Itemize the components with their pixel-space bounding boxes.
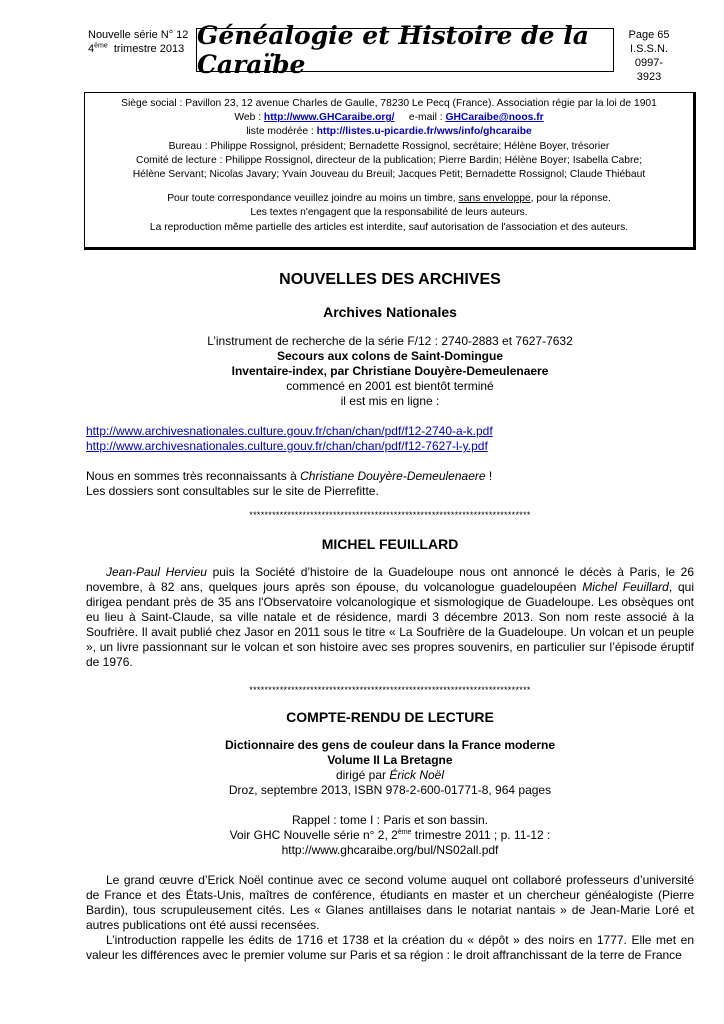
web-label: Web : bbox=[234, 112, 264, 124]
separator-2: ************************************************************************** bbox=[249, 685, 531, 695]
archives-link-1[interactable]: http://www.archivesnationales.culture.gouv.fr/chan/chan/pdf/f12-2740-a-k.pdf bbox=[86, 424, 493, 438]
journal-title-box bbox=[196, 21, 614, 79]
feuillard-name: Michel Feuillard bbox=[582, 580, 669, 594]
voir-text: Voir GHC Nouvelle série n° 2, 2 bbox=[229, 828, 398, 842]
feuillard-text-2: , qui dirigea pendant près de 35 ans l'Observatoire volcanologique et sismologique de Guadeloupe. Les obsèques ont eu lieu à Saint-Claude, sa ville natale et de résidence, mardi 3 décembre 2013. Son nom reste associé à la Soufrière. Il avait publié chez Jasor en 2011 sous le titre « La Soufrière de la Guadeloupe. Un volcan et un peuple », un livre passionnant sur le volcan et son histoire avec ses propres souvenirs, en particulier sur l’épisode éruptif de 1976. bbox=[86, 580, 695, 669]
voir-url: http://www.ghcaraibe.org/bul/NS02all.pdf bbox=[281, 843, 499, 857]
corr-text-end: , pour la réponse. bbox=[530, 193, 611, 205]
comite-line-1: Comité de lecture : Philippe Rossignol, directeur de la publication; Pierre Bardin; Hélène Boyer; Isabella Cabre; bbox=[136, 154, 642, 166]
feuillard-author: Jean-Paul Hervieu bbox=[106, 565, 207, 579]
web-line bbox=[85, 111, 693, 125]
liste-link[interactable]: http://listes.u-picardie.fr/wws/info/ghcaraibe bbox=[316, 126, 532, 138]
voir-sup: ème bbox=[397, 829, 412, 836]
director-name: Érick Noël bbox=[389, 768, 445, 782]
thanks-end: ! bbox=[485, 469, 493, 483]
page-info bbox=[626, 28, 672, 84]
archives-line-2: Secours aux colons de Saint-Domingue bbox=[276, 349, 504, 363]
reproduction: La reproduction même partielle des articles est interdite, sauf autorisation de l'association et des auteurs. bbox=[149, 221, 629, 233]
quarter-number: 4 bbox=[88, 43, 95, 55]
issue-info bbox=[88, 28, 188, 56]
article-content bbox=[86, 270, 694, 963]
book-publication: Droz, septembre 2013, ISBN 978-2-600-01771-8, 964 pages bbox=[228, 783, 552, 797]
archives-line-1: L’instrument de recherche de la série F/12 : 2740-2883 et 7627-7632 bbox=[207, 334, 573, 348]
corr-underlined: sans enveloppe bbox=[458, 193, 531, 205]
compte-rendu-heading: COMPTE-RENDU DE LECTURE bbox=[286, 709, 494, 725]
feuillard-paragraph bbox=[86, 565, 694, 670]
issn-label: I.S.S.N. bbox=[630, 43, 668, 55]
thanks-name: Christiane Douyère-Demeulenaere bbox=[300, 469, 486, 483]
archives-line-3: Inventaire-index, par Christiane Douyère-Demeulenaere bbox=[231, 364, 549, 378]
separator-1: ************************************************************************** bbox=[249, 510, 531, 520]
director-label: dirigé par bbox=[335, 768, 390, 782]
web-link[interactable]: http://www.GHCaraibe.org/ bbox=[263, 112, 395, 124]
quarter-sup: ème bbox=[94, 42, 108, 50]
bureau: Bureau : Philippe Rossignol, président; Bernadette Rossignol, secrétaire; Hélène Boyer, trésorier bbox=[168, 140, 610, 152]
comite-line-2: Hélène Servant; Nicolas Javary; Yvain Jouveau du Breuil; Jacques Petit; Bernadette Rossignol; Claude Thiébaut bbox=[132, 169, 646, 181]
liste-line bbox=[85, 125, 693, 139]
archives-link-2[interactable]: http://www.archivesnationales.culture.gouv.fr/chan/chan/pdf/f12-7627-l-y.pdf bbox=[86, 439, 488, 453]
journal-title: Généalogie et Histoire de la Caraïbe bbox=[197, 21, 589, 79]
corr-text: Pour toute correspondance veuillez joindre au moins un timbre, bbox=[167, 193, 459, 205]
review-paragraph-2: L’introduction rappelle les édits de 1716 et 1738 et la création du « dépôt » des noirs en 1777. Elle met en valeur les différences avec le premier volume sur Paris et sa région : le droit affranchissant de la terre de France bbox=[86, 933, 694, 962]
series-number: Nouvelle série N° 12 bbox=[88, 29, 189, 41]
responsabilite: Les textes n'engagent que la responsabilité de leurs auteurs. bbox=[250, 207, 528, 219]
book-director bbox=[86, 768, 694, 783]
email-label: e-mail : bbox=[408, 112, 446, 124]
voir-line bbox=[86, 828, 694, 843]
issn-number: 0997-3923 bbox=[634, 57, 664, 83]
quarter bbox=[88, 42, 188, 56]
thanks-text: Nous en sommes très reconnaissants à bbox=[86, 469, 301, 483]
thanks-line bbox=[86, 469, 694, 484]
correspondance bbox=[85, 192, 693, 206]
archives-heading: NOUVELLES DES ARCHIVES bbox=[279, 271, 501, 288]
rappel-line: Rappel : tome I : Paris et son bassin. bbox=[291, 813, 489, 827]
feuillard-heading: MICHEL FEUILLARD bbox=[321, 536, 459, 552]
book-title: Dictionnaire des gens de couleur dans la France moderne bbox=[224, 738, 556, 752]
dossiers-line: Les dossiers sont consultables sur le site de Pierrefitte. bbox=[86, 484, 379, 498]
review-paragraph-1: Le grand œuvre d’Erick Noël continue avec ce second volume auquel ont collaboré professeurs d’université de France et des États-Unis, maîtres de conférence, étudiants en master et un chercheur généalogiste (Pierre Bardin), tous scrupuleusement cités. Les « Glanes antillaises dans le notariat nantais » de Jean-Marie Loré et autres publications ont été aussi recensées. bbox=[86, 873, 694, 932]
archives-line-4: commencé en 2001 est bientôt terminé bbox=[286, 379, 494, 393]
voir-text-end: trimestre 2011 ; p. 11-12 : bbox=[411, 828, 551, 842]
association-info-box bbox=[84, 92, 696, 250]
liste-label: liste modérée : bbox=[246, 126, 317, 138]
quarter-text: trimestre 2013 bbox=[113, 43, 185, 55]
email-link[interactable]: GHCaraibe@noos.fr bbox=[445, 112, 544, 124]
siege-social: Siège social : Pavillon 23, 12 avenue Charles de Gaulle, 78230 Le Pecq (France). Association régie par la loi de 1901 bbox=[121, 98, 657, 109]
archives-subheading: Archives Nationales bbox=[323, 304, 457, 320]
book-volume: Volume II La Bretagne bbox=[327, 753, 453, 767]
feuillard-text-1: puis la Société d’histoire de la Guadeloupe nous ont annoncé le décès à Paris, le 26 novembre, à 82 ans, quelques jours après son épouse, du volcanologue guadeloupéen bbox=[86, 565, 695, 594]
page-number: Page 65 bbox=[628, 29, 670, 41]
archives-line-5: il est mis en ligne : bbox=[340, 394, 440, 408]
